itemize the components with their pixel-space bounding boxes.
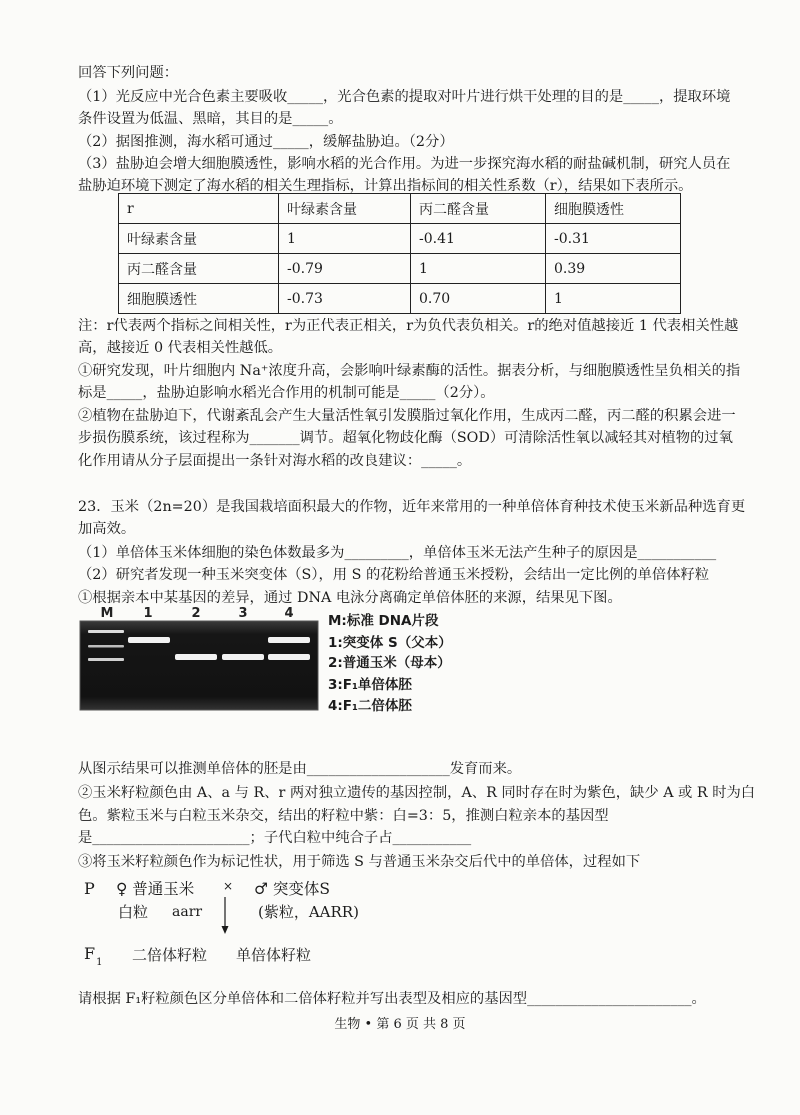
- table-header-cell: 丙二醛含量: [411, 194, 546, 224]
- table-header-cell: 细胞膜透性: [546, 194, 681, 224]
- question-text-line: 从图示结果可以推测单倍体的胚是由____________________发育而来。: [78, 761, 522, 777]
- question-text-line: ③将玉米籽粒颜色作为标记性状，用于筛选 S 与普通玉米杂交后代中的单倍体，过程如下: [78, 854, 641, 870]
- gel-electrophoresis-figure: [78, 600, 323, 715]
- table-header-row: [119, 194, 681, 224]
- haploid-seed-label: 单倍体籽粒: [236, 946, 312, 964]
- lane-2-band: [175, 654, 217, 660]
- gel-legend-item: 2:普通玉米（母本）: [328, 655, 451, 671]
- male-parent: ♂ 突变体S: [254, 880, 330, 898]
- table-cell: 0.70: [411, 284, 546, 314]
- marker-band: [88, 658, 124, 661]
- table-note-line: 注：r代表两个指标之间相关性，r为正代表正相关，r为负代表负相关。r的绝对值越接近 1 代表相关性越: [78, 318, 739, 334]
- table-note-line: 高，越接近 0 代表相关性越低。: [78, 340, 283, 356]
- gel-background: [80, 621, 318, 710]
- question-text-line: 23．玉米（2n=20）是我国栽培面积最大的作物，近年来常用的一种单倍体育种技术使玉米新品种选育更: [78, 499, 746, 515]
- question-text-line: （1）单倍体玉米体细胞的染色体数最多为_________，单倍体玉米无法产生种子的原因是___________: [78, 545, 717, 561]
- lane-3-band: [222, 654, 264, 660]
- correlation-table: [118, 193, 681, 314]
- question-text-line: （2）研究者发现一种玉米突变体（S），用 S 的花粉给普通玉米授粉，会结出一定比例的单倍体籽粒: [78, 567, 710, 583]
- table-cell: -0.79: [279, 254, 411, 284]
- question-text-line: 条件设置为低温、黑暗，其目的是_____。: [78, 111, 343, 127]
- table-cell: 0.39: [546, 254, 681, 284]
- question-text-line: ①根据亲本中某基因的差异，通过 DNA 电泳分离确定单倍体胚的来源，结果见下图。: [78, 590, 622, 606]
- table-cell: -0.41: [411, 224, 546, 254]
- question-text-line: 盐胁迫环境下测定了海水稻的相关生理指标，计算出指标间的相关性系数（r），结果如下表所示。: [78, 178, 693, 194]
- table-header-cell: r: [119, 194, 279, 224]
- lane-4-band-lower: [268, 654, 310, 660]
- f1-label-letter: F: [84, 944, 96, 963]
- f1-generation-label: [84, 944, 103, 968]
- table-cell: -0.73: [279, 284, 411, 314]
- gel-legend-item: 1:突变体 S（父本）: [328, 635, 452, 651]
- question-text-line: 色。紫粒玉米与白粒玉米杂交，结出的籽粒中紫：白=3：5，推测白粒亲本的基因型: [78, 808, 609, 824]
- table-cell: 1: [546, 284, 681, 314]
- female-parent: ♀ 普通玉米: [116, 880, 195, 898]
- table-row-label: 叶绿素含量: [119, 224, 279, 254]
- male-phenotype-genotype: (紫粒，AARR): [258, 903, 359, 921]
- question-text-line: 请根据 F₁籽粒颜色区分单倍体和二倍体籽粒并写出表型及相应的基因型_______________________。: [78, 991, 706, 1007]
- question-text-line: 标是_____，盐胁迫影响水稻光合作用的机制可能是_____（2分）。: [78, 385, 495, 401]
- question-text-line: ①研究发现，叶片细胞内 Na⁺浓度升高，会影响叶绿素酶的活性。据表分析，与细胞膜透性呈负相关的指: [78, 363, 741, 379]
- question-text-line: （2）据图推测，海水稻可通过_____，缓解盐胁迫。（2分）: [78, 134, 454, 150]
- gel-legend-item: M:标准 DNA片段: [328, 613, 439, 629]
- table-row: [119, 254, 681, 284]
- gel-legend-item: 4:F₁二倍体胚: [328, 698, 412, 714]
- question-text-line: 回答下列问题：: [78, 65, 179, 81]
- down-arrow-icon: [219, 896, 231, 936]
- parent-generation-label: P: [84, 879, 95, 898]
- table-cell: -0.31: [546, 224, 681, 254]
- page-footer: 生物 • 第 6 页 共 8 页: [334, 1017, 466, 1032]
- table-header-cell: 叶绿素含量: [279, 194, 411, 224]
- cross-symbol: ×: [223, 879, 234, 893]
- female-genotype: aarr: [172, 904, 203, 920]
- question-text-line: 步损伤膜系统，该过程称为_______调节。超氧化物歧化酶（SOD）可清除活性氧以减轻其对植物的过氧: [78, 430, 733, 446]
- question-text-line: 是______________________；子代白粒中纯合子占___________: [78, 830, 472, 846]
- lane-label-3: 3: [238, 606, 248, 621]
- question-text-line: 化作用请从分子层面提出一条针对海水稻的改良建议：_____。: [78, 453, 472, 469]
- marker-band: [88, 645, 124, 648]
- table-row-label: 丙二醛含量: [119, 254, 279, 284]
- table-row: [119, 224, 681, 254]
- diploid-seed-label: 二倍体籽粒: [132, 946, 208, 964]
- table-cell: 1: [411, 254, 546, 284]
- question-text-line: （3）盐胁迫会增大细胞膜透性，影响水稻的光合作用。为进一步探究海水稻的耐盐碱机制，研究人员在: [78, 156, 731, 172]
- female-phenotype: 白粒: [118, 903, 149, 921]
- table-row-label: 细胞膜透性: [119, 284, 279, 314]
- marker-band: [88, 630, 124, 633]
- gel-legend-item: 3:F₁单倍体胚: [328, 677, 412, 693]
- lane-label-4: 4: [284, 606, 294, 621]
- lane-1-band: [128, 637, 170, 643]
- question-text-line: ②玉米籽粒颜色由 A、a 与 R、r 两对独立遗传的基因控制，A、R 同时存在时为紫色，缺少 A 或 R 时为白: [78, 785, 756, 801]
- question-text-line: ②植物在盐胁迫下，代谢紊乱会产生大量活性氧引发膜脂过氧化作用，生成丙二醛，丙二醛的积累会进一: [78, 408, 736, 424]
- lane-label-1: 1: [143, 606, 153, 621]
- lane-label-m: M: [100, 606, 114, 621]
- lane-label-2: 2: [191, 606, 201, 621]
- lane-4-band-upper: [268, 637, 310, 643]
- question-text-line: 加高效。: [78, 521, 136, 537]
- table-cell: 1: [279, 224, 411, 254]
- f1-label-subscript: 1: [96, 957, 103, 968]
- question-text-line: （1）光反应中光合色素主要吸收_____，光合色素的提取对叶片进行烘干处理的目的是_____，提取环境: [78, 89, 731, 105]
- table-row: [119, 284, 681, 314]
